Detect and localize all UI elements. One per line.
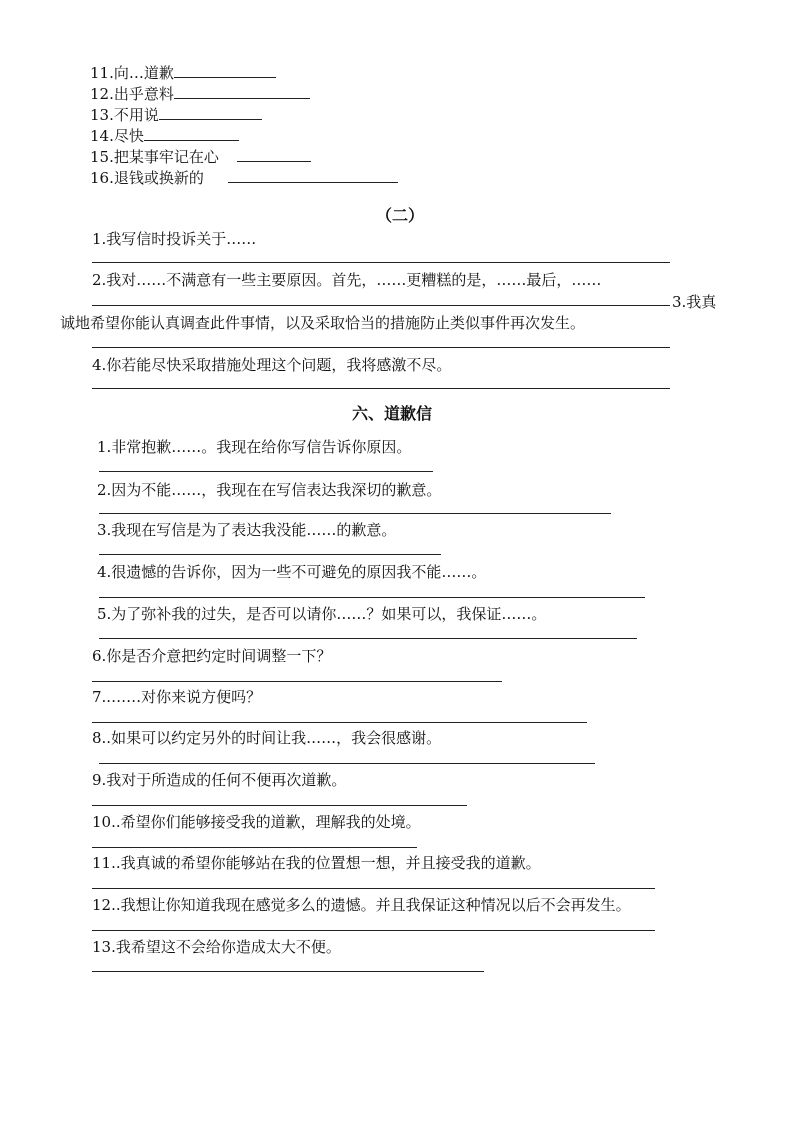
sentence-item: 诚地希望你能认真调查此件事情，以及采取恰当的措施防止类似事件再次发生。 [60,314,586,332]
sentence-item: 11..我真诚的希望你能够站在我的位置想一想，并且接受我的道歉。 [92,854,541,872]
vocab-item-14 [90,127,239,145]
answer-blank[interactable] [144,128,239,141]
sentence-item: 1.非常抱歉……。我现在给你写信告诉你原因。 [97,438,412,456]
sentence-item: 8..如果可以约定另外的时间让我……，我会很感谢。 [92,729,442,747]
vocab-item-12 [90,85,310,103]
sentence-item: 4.你若能尽快采取措施处理这个问题，我将感激不尽。 [92,356,452,374]
sentence-item: 2.我对……不满意有一些主要原因。首先，……更糟糕的是，……最后，…… [92,271,602,289]
answer-line[interactable] [92,888,655,889]
answer-line[interactable] [92,805,467,806]
sentence-item: 3.我现在写信是为了表达我没能……的歉意。 [97,521,397,539]
answer-line[interactable] [92,388,670,389]
vocab-item-13 [90,106,262,124]
sentence-item: 12..我想让你知道我现在感觉多么的遗憾。并且我保证这种情况以后不会再发生。 [92,896,631,914]
sentence-item: 7..……对你来说方便吗？ [92,688,262,706]
sentence-item: 4.很遗憾的告诉你，因为一些不可避免的原因我不能……。 [97,563,487,581]
sentence-item: 10..希望你们能够接受我的道歉，理解我的处境。 [92,813,421,831]
answer-line[interactable] [92,971,484,972]
sentence-item: 3.我真 [672,293,717,311]
answer-line[interactable] [92,305,670,306]
answer-blank[interactable] [159,107,262,120]
sentence-item: 9.我对于所造成的任何不便再次道歉。 [92,771,347,789]
sentence-item: 2.因为不能……，我现在在写信表达我深切的歉意。 [97,481,442,499]
answer-line[interactable] [92,847,417,848]
answer-blank[interactable] [228,170,398,183]
answer-line[interactable] [92,722,587,723]
answer-line[interactable] [92,681,502,682]
answer-line[interactable] [92,930,655,931]
vocab-label: 13.不用说 [90,106,159,124]
vocab-label: 12.出乎意料 [90,85,174,103]
sentence-item: 5.为了弥补我的过失，是否可以请你……？如果可以，我保证……。 [97,605,547,623]
vocab-label: 15.把某事牢记在心 [90,148,219,166]
sentence-item: 13.我希望这不会给你造成太大不便。 [92,938,341,956]
vocab-item-11 [90,64,276,82]
answer-line[interactable] [99,763,595,764]
vocab-label: 16.退钱或换新的 [90,169,204,187]
answer-line[interactable] [99,471,433,472]
sentence-item: 1.我写信时投诉关于…… [92,230,257,248]
answer-blank[interactable] [174,86,310,99]
vocab-label: 14.尽快 [90,127,144,145]
answer-line[interactable] [92,347,670,348]
answer-line[interactable] [99,513,611,514]
vocab-item-16 [90,169,398,187]
section-title-2: （二） [376,206,425,225]
answer-line[interactable] [99,638,637,639]
answer-line[interactable] [99,597,645,598]
section-title-apology: 六、道歉信 [352,404,433,423]
answer-blank[interactable] [174,65,276,78]
sentence-item: 6.你是否介意把约定时间调整一下？ [92,647,332,665]
answer-line[interactable] [92,262,670,263]
vocab-item-15 [90,148,311,166]
answer-line[interactable] [99,554,441,555]
vocab-label: 11.向…道歉 [90,64,174,82]
answer-blank[interactable] [237,149,311,162]
